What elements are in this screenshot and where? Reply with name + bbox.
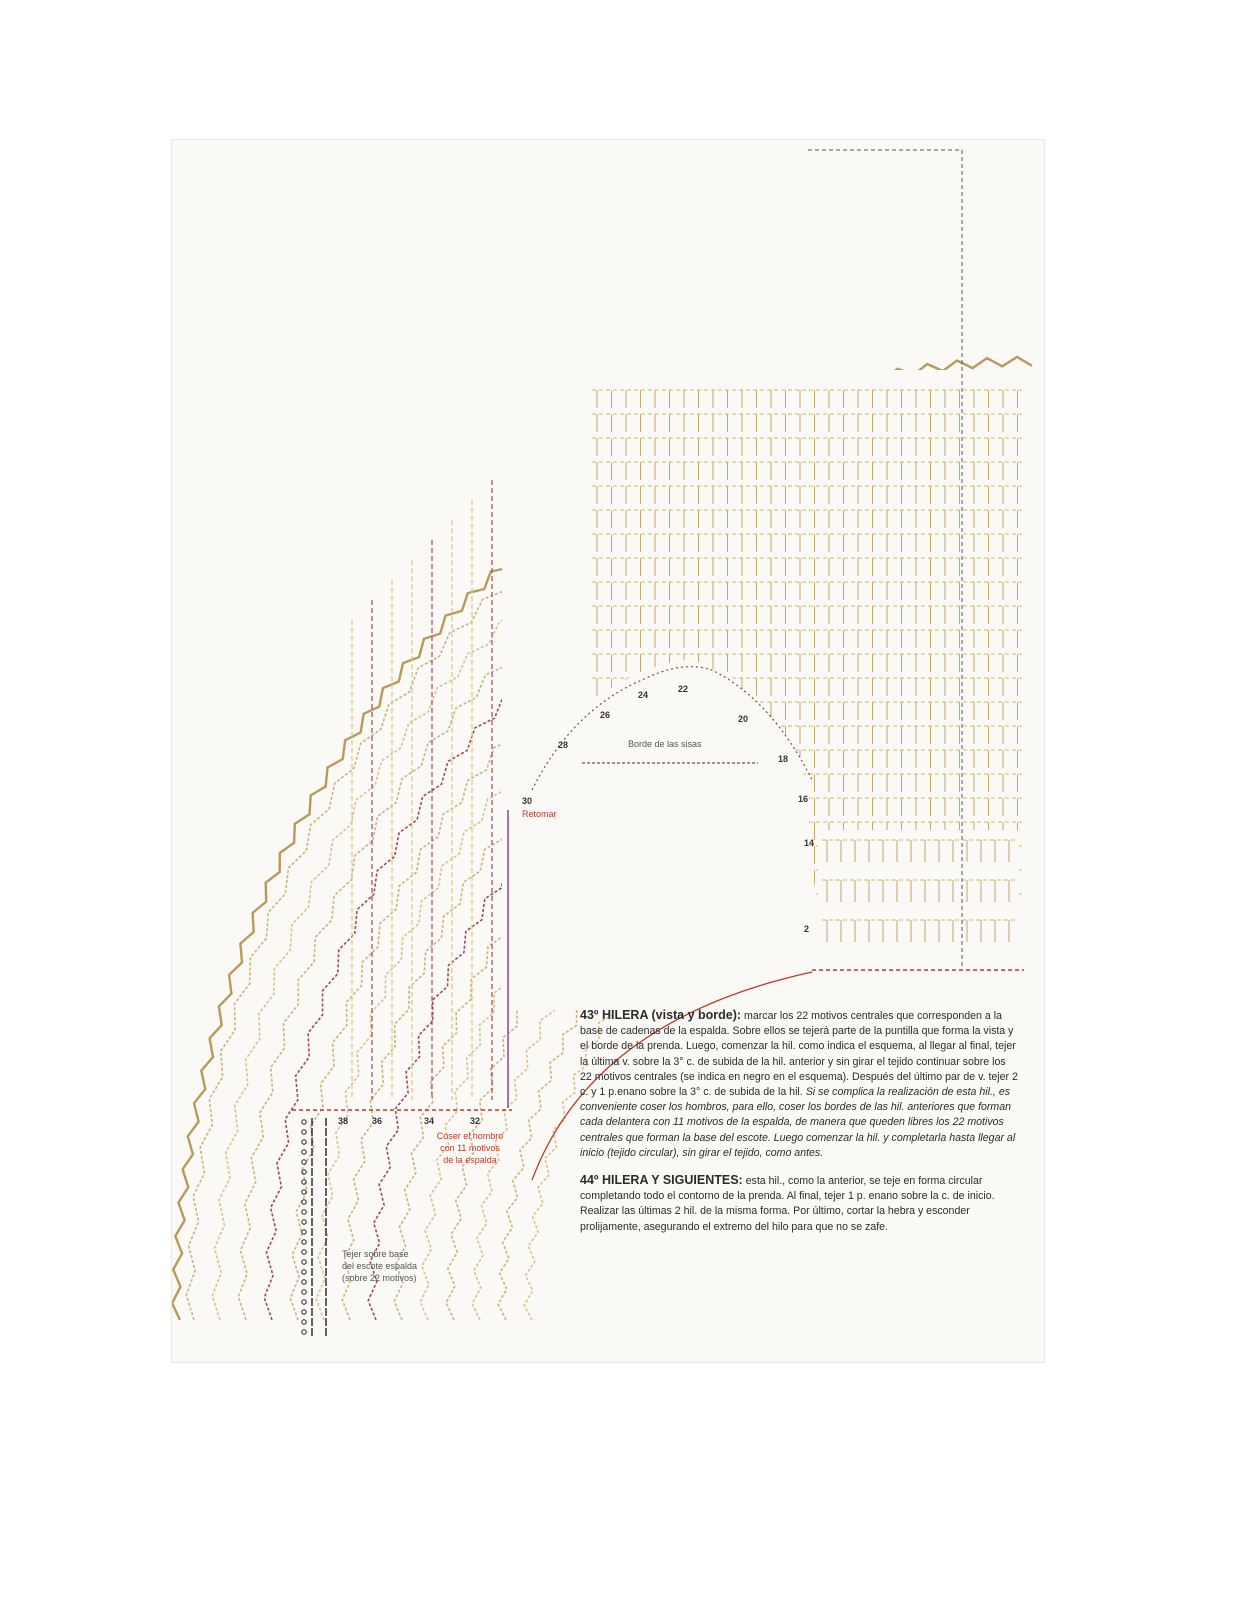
neckline-chain [302, 1160, 306, 1164]
neckline-note-line-3: (sobre 22 motivos) [342, 1273, 417, 1283]
row44-text: esta hil., como la anterior, se teje en forma circular completando todo el contorno de la prenda. Al final, tejer 1 p. enano sobre la c. de inicio. Realizar las últimas 2 hil. de la misma forma. Por último, cortar la hebra y esconder prolijamente, asegurando el extremo del hilo para que no se zafe. [580, 1175, 995, 1233]
neckline-chain [302, 1200, 306, 1204]
neckline-chain [302, 1140, 306, 1144]
row-number-28: 28 [558, 740, 569, 750]
neckline-chain [302, 1320, 306, 1324]
neckline-chain [302, 1130, 306, 1134]
row-number-14: 14 [804, 838, 815, 848]
row43-text: marcar los 22 motivos centrales que corresponden a la base de cadenas de la espalda. Sobre ellos se tejerá parte de la puntilla que forma la vista y el borde de la prenda. Luego, comenzar la hil. como indica el esquema, al llegar al final, tejer la última v. sobre la 3° c. de subida de la hil. anterior y sin girar el tejido continuar sobre los 22 motivos centrales (se indica en negro en el esquema). Después del último par de v. tejer 2 c. y 1 p.enano sobre la 3° c. de subida de la hil. [580, 1010, 1018, 1099]
row44-paragraph [580, 1173, 1020, 1235]
row43-heading: 43º HILERA (vista y borde): [580, 1008, 742, 1022]
neckline-chain [302, 1280, 306, 1284]
neckline-chain [302, 1330, 306, 1334]
neckline-chain [302, 1240, 306, 1244]
neckline-chain [302, 1300, 306, 1304]
row-number-34: 34 [424, 1116, 435, 1126]
row-number-36: 36 [372, 1116, 383, 1126]
neckline-chain [302, 1310, 306, 1314]
row43-paragraph [580, 1008, 1020, 1161]
shoulder-note-line-1: Coser el hombro [436, 1131, 504, 1141]
row-number-30: 30 [522, 796, 533, 806]
scanned-page [172, 140, 1044, 1362]
neckline-chain [302, 1270, 306, 1274]
resume-label: Retomar [522, 809, 557, 819]
neckline-note-line-2: del escote espalda [342, 1261, 418, 1271]
neckline-chain [302, 1120, 306, 1124]
row-number-22: 22 [678, 684, 689, 694]
instructions-text [580, 1008, 1020, 1247]
shoulder-seam-note [424, 1130, 516, 1166]
row-number-2: 2 [804, 924, 810, 934]
neckline-base-note [342, 1248, 452, 1284]
armhole-edge-label: Borde de las sisas [628, 739, 702, 749]
neckline-note-line-1: Tejer sobre base [342, 1249, 409, 1259]
row-number-32: 32 [470, 1116, 481, 1126]
row-number-24: 24 [638, 690, 649, 700]
row-number-20: 20 [738, 714, 749, 724]
neckline-chain [302, 1190, 306, 1194]
lower-block [818, 830, 1018, 970]
row-number-38: 38 [338, 1116, 349, 1126]
row44-heading: 44º HILERA Y SIGUIENTES: [580, 1173, 743, 1188]
shoulder-note-line-3: de la espalda [443, 1155, 497, 1165]
row-number-26: 26 [600, 710, 611, 720]
shoulder-note-line-2: con 11 motivos [440, 1143, 500, 1153]
neckline-chain [302, 1230, 306, 1234]
neckline-chain [302, 1260, 306, 1264]
row43-italic-note: Si se complica la realización de esta hil., es conveniente coser los hombros, para ello, coser los bordes de las hil. anteriores que forman cada delantera con 11 motivos de la espalda, de manera que queden libres los 22 motivos centrales que forman la base del escote. Luego comenzar la hil. y completarla hasta llegar al inicio (tejido circular), sin girar el tejido, como antes. [580, 1086, 1016, 1159]
neckline-chain [302, 1290, 306, 1294]
row-number-16: 16 [798, 794, 809, 804]
neckline-chain [302, 1220, 306, 1224]
neckline-chain [302, 1150, 306, 1154]
neckline-chain [302, 1250, 306, 1254]
neckline-chain [302, 1210, 306, 1214]
row-number-18: 18 [778, 754, 789, 764]
